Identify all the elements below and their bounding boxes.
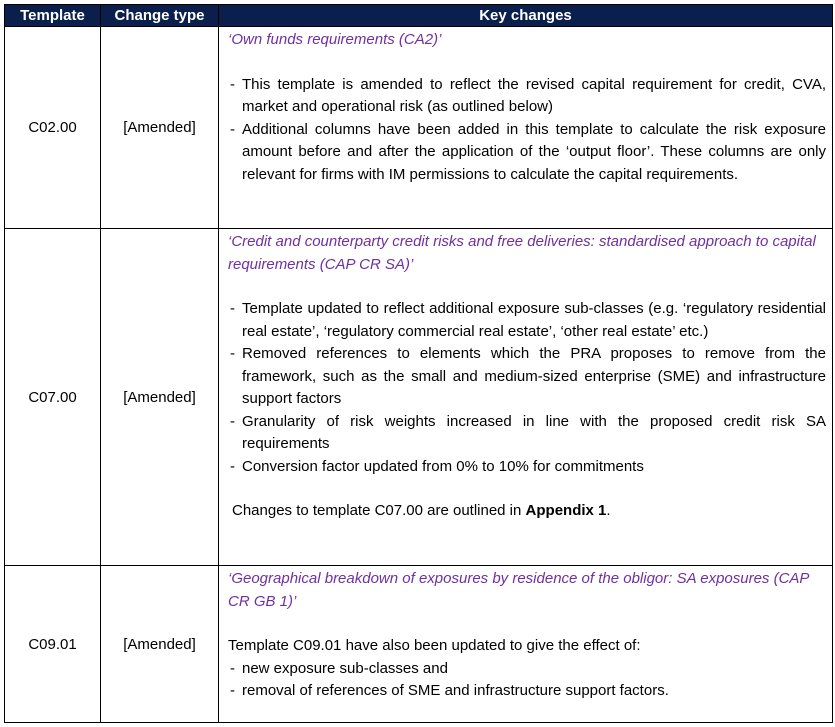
change-type: [Amended] (101, 27, 219, 229)
table-row (5, 566, 833, 723)
list-item: - Additional columns have been added in this template to calculate the risk exposure amount before and after the application of the ‘output floor’. These columns are only relevant for firms with IM permissions to calculate the capital requirements. (228, 119, 826, 187)
key-changes-cell (219, 27, 833, 229)
header-key-changes: Key changes (219, 5, 833, 27)
template-code: C07.00 (5, 229, 101, 566)
template-code: C09.01 (5, 566, 101, 723)
list-item: - Granularity of risk weights increased in line with the proposed credit risk SA requirements (228, 411, 826, 456)
template-code: C02.00 (5, 27, 101, 229)
appendix-note (228, 500, 826, 523)
template-title: ‘Geographical breakdown of exposures by residence of the obligor: SA exposures (CAP CR GB 1)’ (228, 570, 809, 610)
table-row (5, 229, 833, 566)
appendix-note-text: Changes to template C07.00 are outlined in (232, 502, 526, 519)
key-changes-cell (219, 229, 833, 566)
header-change-type: Change type (101, 5, 219, 27)
change-type: [Amended] (101, 566, 219, 723)
change-type: [Amended] (101, 229, 219, 566)
bullet-list (228, 298, 826, 478)
list-item: - This template is amended to reflect the revised capital requirement for credit, CVA, market and operational risk (as outlined below) (228, 74, 826, 119)
appendix-note-end: . (606, 502, 611, 519)
template-title: ‘Own funds requirements (CA2)’ (228, 31, 442, 48)
list-item: - Template updated to reflect additional exposure sub-classes (e.g. ‘regulatory residential real estate’, ‘regulatory commercial real estate’, ‘other real estate’ etc.) (228, 298, 826, 343)
key-changes-table (4, 4, 833, 723)
list-item: - Removed references to elements which the PRA proposes to remove from the framework, such as the small and medium-sized enterprise (SME) and infrastructure support factors (228, 343, 826, 411)
appendix-reference: Appendix 1 (525, 502, 607, 519)
intro-text: Template C09.01 have also been updated to give the effect of: (228, 637, 641, 654)
bullet-list (228, 658, 826, 703)
table-row (5, 27, 833, 229)
header-row (5, 5, 833, 27)
list-item: - new exposure sub-classes and (228, 658, 826, 681)
list-item: - removal of references of SME and infrastructure support factors. (228, 680, 826, 703)
bullet-list (228, 74, 826, 187)
list-item: - Conversion factor updated from 0% to 10% for commitments (228, 456, 826, 479)
header-template: Template (5, 5, 101, 27)
template-title: ‘Credit and counterparty credit risks and free deliveries: standardised approach to capital requirements (CAP CR SA)’ (228, 233, 816, 273)
key-changes-cell (219, 566, 833, 723)
